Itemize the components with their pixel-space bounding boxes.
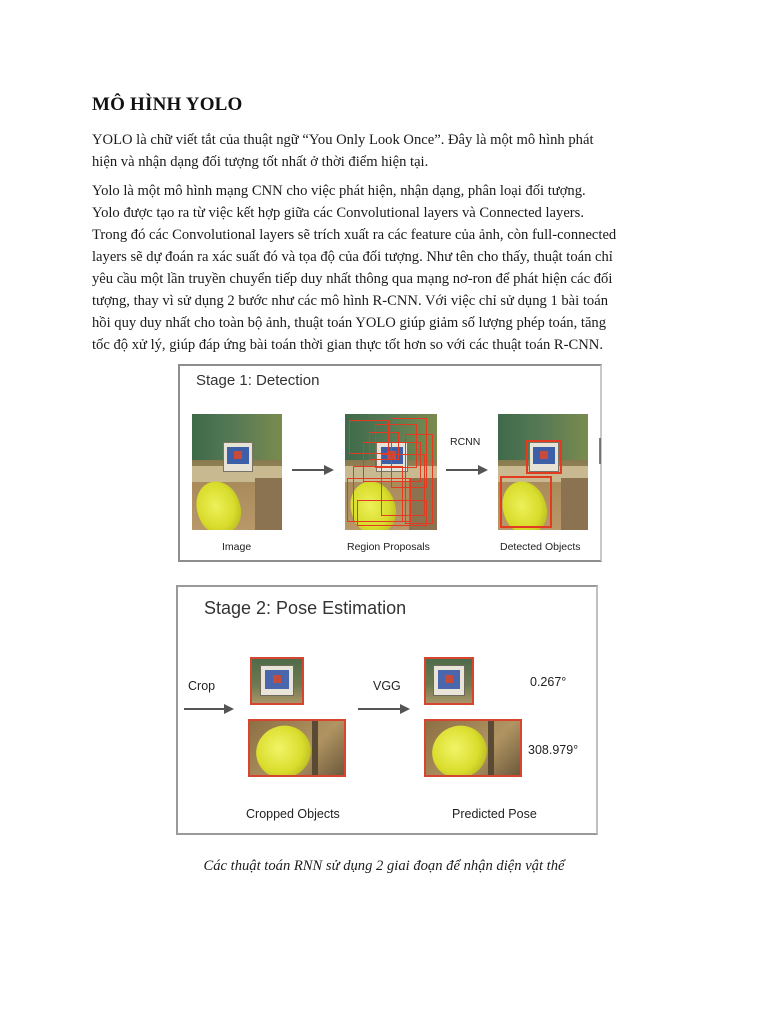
paragraph-line: YOLO là chữ viết tắt của thuật ngữ “You Only Look Once”. Đây là một mô hình phát (92, 132, 594, 148)
paragraph-line: layers sẽ dự đoán ra xác suất đó và tọa độ của đối tượng. Như tên cho thấy, thuật toán chỉ (92, 249, 613, 265)
paragraph-line: hồi quy duy nhất cho toàn bộ ảnh, thuật toán YOLO giúp giảm số lượng phép toán, tăng (92, 315, 607, 331)
stage1-detection-panel (178, 364, 602, 562)
predicted-pose-label: Predicted Pose (452, 807, 537, 821)
pose-value-1: 0.267° (530, 675, 567, 689)
paragraph-line: Yolo được tạo ra từ việc kết hợp giữa các Convolutional layers và Connected layers. (92, 205, 584, 221)
section-heading: MÔ HÌNH YOLO (92, 94, 243, 115)
stage2-arrows (178, 587, 600, 837)
paragraph-line: hiện và nhận dạng đối tượng tốt nhất ở thời điểm hiện tại. (92, 154, 429, 170)
stage2-title: Stage 2: Pose Estimation (204, 598, 407, 618)
description-paragraph (92, 180, 682, 356)
pose-value-2: 308.979° (528, 743, 579, 757)
paragraph-line: tượng, thay vì sử dụng 2 bước như các mô hình R-CNN. Với việc chỉ sử dụng 1 bài toán (92, 293, 608, 309)
stage2-pose-estimation-panel (176, 585, 598, 835)
rcnn-label: RCNN (450, 436, 481, 448)
paragraph-line: Yolo là một mô hình mạng CNN cho việc phát hiện, nhận dạng, phân loại đối tượng. (92, 183, 586, 199)
paragraph-line: yêu cầu một lần truyền chuyển tiếp duy nhất thông qua mạng nơ-ron để phát hiện các đối (92, 271, 613, 287)
stage1-arrows (180, 366, 604, 564)
paragraph-line: tốc độ xử lý, giúp đáp ứng bài toán thời gian thực tốt hơn so với các thuật toán R-CNN. (92, 337, 603, 353)
figure-caption: Các thuật toán RNN sử dụng 2 giai đoạn để nhận diện vật thể (203, 858, 565, 874)
detected-objects-label: Detected Objects (500, 541, 581, 553)
crop-label: Crop (188, 679, 216, 693)
cropped-objects-label: Cropped Objects (246, 807, 340, 821)
stage1-title: Stage 1: Detection (196, 372, 320, 389)
region-proposals-label: Region Proposals (347, 541, 430, 553)
image-label: Image (222, 541, 252, 553)
paragraph-line: Trong đó các Convolutional layers sẽ trích xuất ra các feature của ảnh, còn full-connected (92, 227, 617, 243)
vgg-label: VGG (373, 679, 401, 693)
intro-paragraph (92, 129, 682, 173)
